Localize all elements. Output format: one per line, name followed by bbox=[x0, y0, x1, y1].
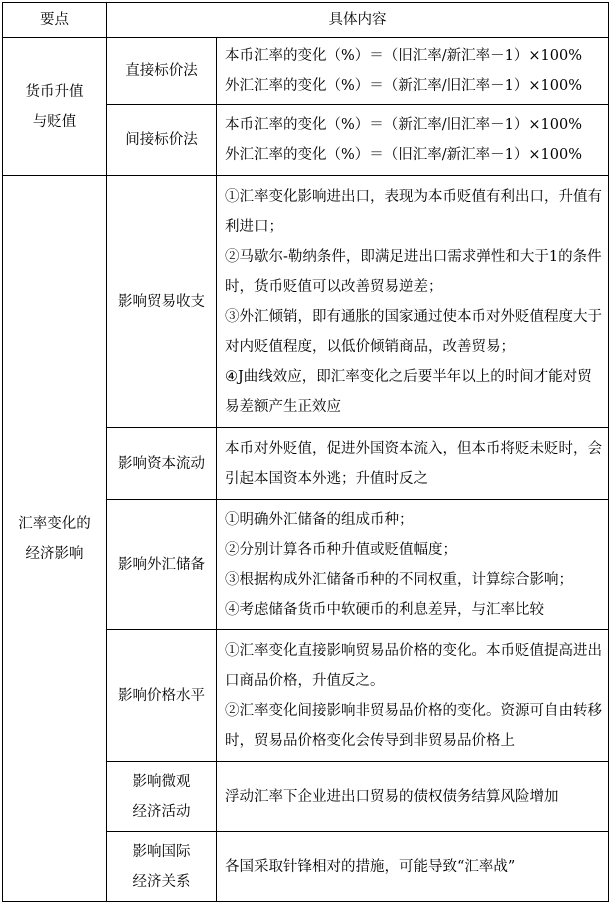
point-text: 汇率变化的 bbox=[18, 515, 91, 532]
aspect-text: 影响资本流动 bbox=[118, 455, 205, 472]
aspect-text: 直接标价法 bbox=[125, 63, 198, 79]
aspect-text: 影响外汇储备 bbox=[118, 556, 205, 573]
header-row bbox=[3, 3, 609, 38]
aspect-cell bbox=[107, 105, 217, 176]
aspect-text: 影响微观 bbox=[132, 773, 191, 790]
content-cell bbox=[217, 832, 609, 902]
content-line: ④J曲线效应，即汇率变化之后要半年以上的时间才能对贸易差额产生正效应 bbox=[225, 368, 592, 415]
aspect-text: 影响国际 bbox=[132, 843, 191, 860]
content-line: ③外汇倾销，即有通胀的国家通过使本币对外贬值程度大于对内贬值程度，以低价倾销商品，改善贸易； bbox=[225, 308, 602, 355]
aspect-cell bbox=[107, 176, 217, 428]
table-row bbox=[3, 38, 609, 105]
content-line: 浮动汇率下企业进出口贸易的债权债务结算风险增加 bbox=[225, 788, 559, 805]
content-line: ②分别计算各币种升值或贬值幅度； bbox=[225, 541, 457, 558]
content-line: 各国采取针锋相对的措施，可能导致“汇率战” bbox=[225, 858, 516, 875]
content-cell bbox=[217, 105, 609, 176]
header-point: 要点 bbox=[3, 3, 107, 38]
content-line: 本币汇率的变化（%）＝（新汇率/旧汇率－1）×100% bbox=[225, 117, 582, 133]
content-cell bbox=[217, 500, 609, 630]
content-line: ①明确外汇储备的组成币种； bbox=[225, 511, 414, 528]
content-line: ②汇率变化间接影响非贸易品价格的变化。资源可自由转移时，贸易品价格变化会传导到非贸易品价格上 bbox=[225, 702, 602, 749]
content-cell bbox=[217, 38, 609, 105]
content-line: ③根据构成外汇储备币种的不同权重，计算综合影响； bbox=[225, 571, 573, 588]
content-line: 本币对外贬值，促进外国资本流入，但本币将贬未贬时，会引起本国资本外逃；升值时反之 bbox=[225, 440, 602, 487]
content-line: ④考虑储备货币中软硬币的利息差异，与汇率比较 bbox=[225, 601, 544, 618]
point-text: 与贬值 bbox=[32, 113, 77, 130]
point-cell-appreciation bbox=[3, 38, 107, 176]
point-cell-impact bbox=[3, 176, 107, 902]
content-cell bbox=[217, 630, 609, 762]
point-text: 货币升值 bbox=[25, 83, 84, 100]
aspect-text: 影响贸易收支 bbox=[118, 293, 205, 310]
content-line: ①汇率变化影响进出口，表现为本币贬值有利出口，升值有利进口； bbox=[225, 188, 602, 235]
aspect-text: 间接标价法 bbox=[125, 132, 198, 148]
economics-table bbox=[2, 2, 609, 902]
content-line: 本币汇率的变化（%）＝（旧汇率/新汇率－1）×100% bbox=[225, 48, 582, 64]
header-content: 具体内容 bbox=[107, 3, 609, 38]
table-row bbox=[3, 176, 609, 428]
content-line: 外汇汇率的变化（%）＝（新汇率/旧汇率－1）×100% bbox=[225, 78, 582, 94]
aspect-cell bbox=[107, 38, 217, 105]
aspect-text: 影响价格水平 bbox=[118, 687, 205, 704]
aspect-cell bbox=[107, 630, 217, 762]
aspect-cell bbox=[107, 428, 217, 500]
content-cell bbox=[217, 176, 609, 428]
point-text: 经济影响 bbox=[25, 545, 84, 562]
content-line: 外汇汇率的变化（%）＝（旧汇率/新汇率－1）×100% bbox=[225, 147, 582, 163]
content-cell bbox=[217, 762, 609, 832]
aspect-text: 经济关系 bbox=[132, 873, 191, 890]
aspect-text: 经济活动 bbox=[132, 803, 191, 820]
content-cell bbox=[217, 428, 609, 500]
content-line: ②马歇尔-勒纳条件，即满足进出口需求弹性和大于1的条件时，货币贬值可以改善贸易逆差； bbox=[225, 248, 602, 295]
aspect-cell bbox=[107, 500, 217, 630]
aspect-cell bbox=[107, 762, 217, 832]
aspect-cell bbox=[107, 832, 217, 902]
content-line: ①汇率变化直接影响贸易品价格的变化。本币贬值提高进出口商品价格，升值反之。 bbox=[225, 642, 602, 689]
